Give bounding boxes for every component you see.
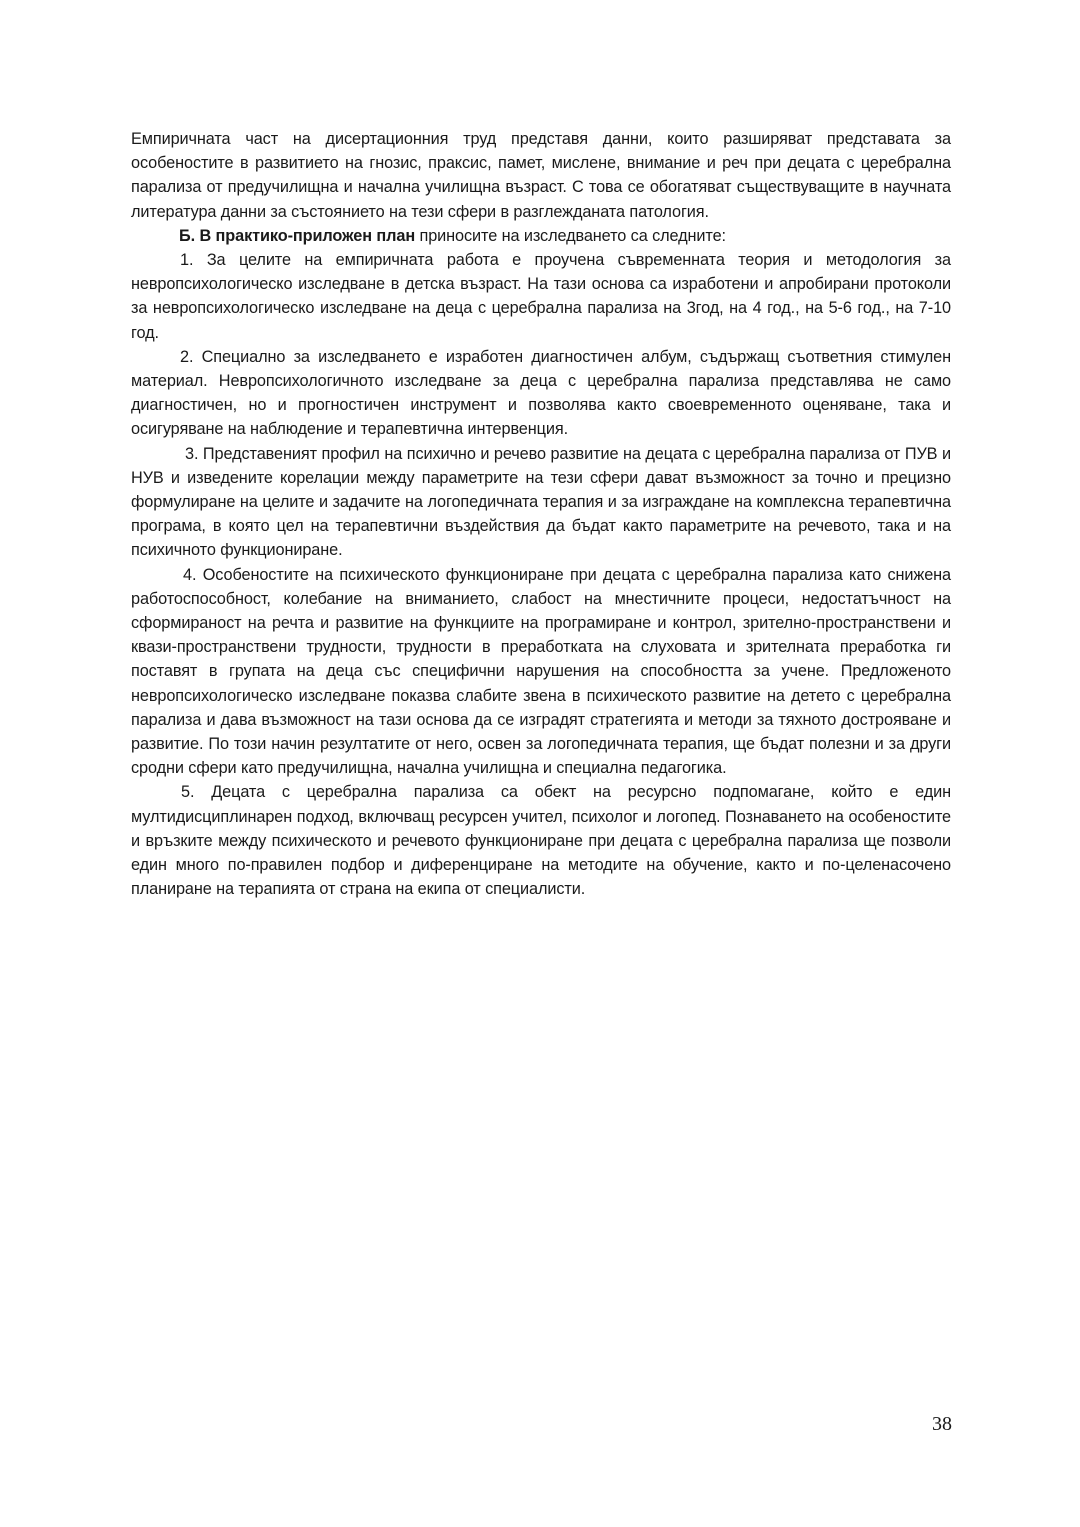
section-heading-bold: Б. В практико-приложен план bbox=[179, 226, 416, 245]
document-page bbox=[131, 127, 951, 902]
contribution-item-5: 5. Децата с церебрална парализа са обект на ресурсно подпомагане, който е един мултидисциплинарен подход, включващ ресурсен учител, психолог и логопед. Познаването на особеностите и връзките между психическото и речевото функциониране при децата с церебрална парализа ще позволи един много по-правилен подбор и диференциране на методите на обучение, както и по-целенасочено планиране на терапията от страна на екипа от специалисти. bbox=[131, 783, 951, 899]
contribution-item-2: 2. Специално за изследването е изработен диагностичен албум, съдържащ съответния стимулен материал. Невропсихологичното изследване за деца с церебрална парализа представлява не само диагностичен, но и прогностичен инструмент и позволява както своевременното оценяване, така и осигуряване на наблюдение и терапевтична интервенция. bbox=[131, 347, 951, 439]
contribution-item-1: 1. За целите на емпиричната работа е проучена съвременната теория и методология за невропсихологическо изследване в детска възраст. На тази основа са изработени и апробирани протоколи за невропсихологическо изследване на деца с церебрална парализа на 3год, на 4 год., на 5-6 год., на 7-10 год. bbox=[131, 251, 951, 342]
contribution-item-3: 3. Представеният профил на психично и речево развитие на децата с церебрална парализа от ПУВ и НУВ и изведените корелации между параметрите на тези сфери дават възможност за точно и прецизно формулиране на целите и задачите на логопедичната терапия и за изграждане на комплексна терапевтична програма, в която цел на терапевтични въздействия да бъдат както параметрите на речевото, така и на психичното функциониране. bbox=[131, 444, 951, 560]
section-heading bbox=[131, 224, 951, 248]
intro-paragraph: Емпиричната част на дисертационния труд представя данни, които разширяват представата за особеностите в развитието на гнозис, праксис, памет, мислене, внимание и реч при децата с церебрална парализа от предучилищна и начална училищна възраст. С това се обогатяват съществуващите в научната литература данни за състоянието на тези сфери в разглежданата патология. bbox=[131, 130, 951, 221]
contribution-item-4: 4. Особеностите на психическото функциониране при децата с церебрална парализа като снижена работоспособност, колебание на вниманието, слабост на мнестичните процеси, недостатъчност на сформираност на речта и развитие на функциите на програмиране и контрол, зрително-пространствени и квази-пространствени трудности, трудности в преработката на слуховата и зрителната преработка ги поставят в групата на деца със специфични нарушения на способността за учене. Предложеното невропсихологическо изследване показва слабите звена в психическото развитие на детето с церебрална парализа и дава възможност на тази основа да се изградят стратегията и методи за тяхното дострояване и развитие. По този начин резултатите от него, освен за логопедичната терапия, ще бъдат полезни и за други сродни сфери като предучилищна, начална училищна и специална педагогика. bbox=[131, 565, 951, 778]
page-number: 38 bbox=[932, 1413, 952, 1435]
section-heading-rest: приносите на изследването са следните: bbox=[415, 226, 726, 245]
